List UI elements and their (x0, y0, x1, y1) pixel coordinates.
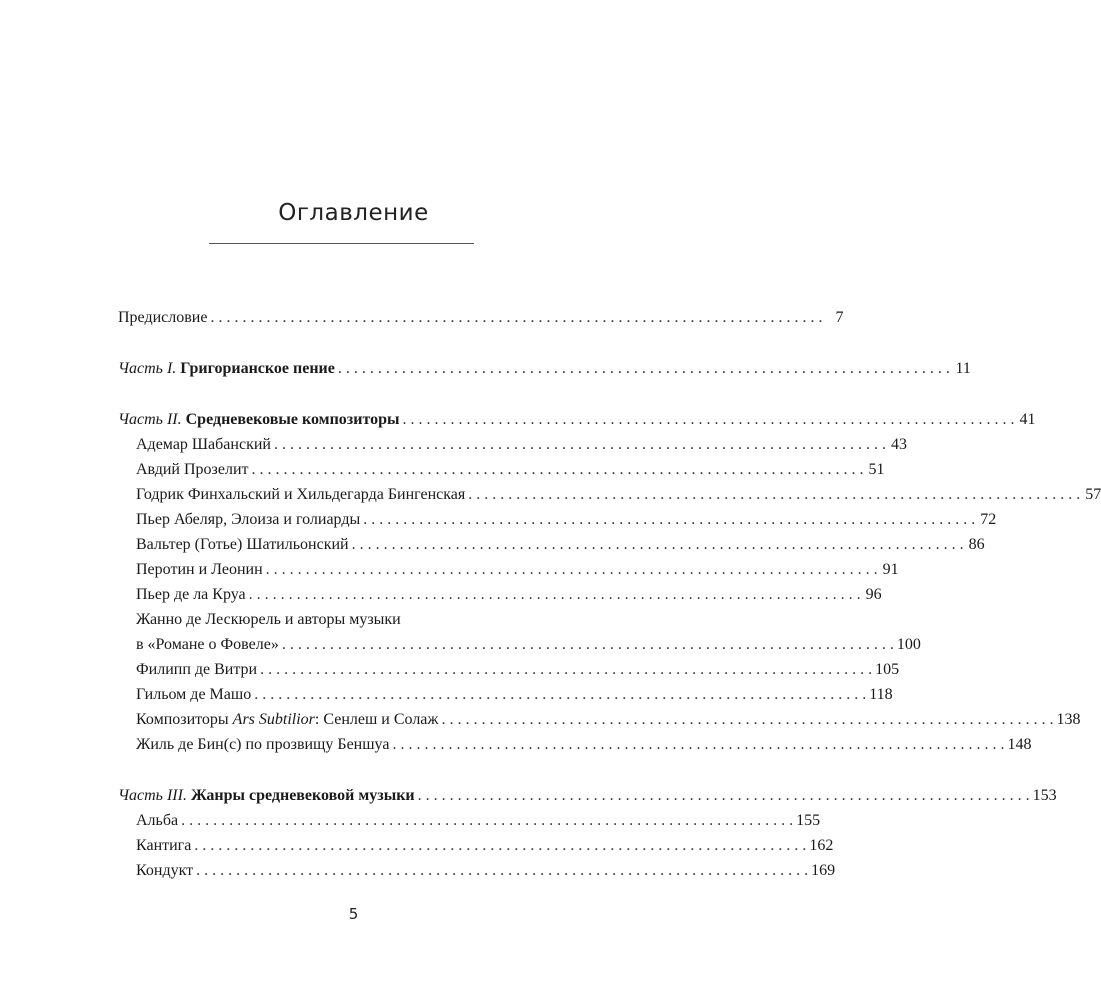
leader-dots (349, 532, 967, 557)
toc-entry-label: Жиль де Бин(с) по прозвищу Беншуа (136, 736, 390, 753)
toc-part-heading (118, 783, 415, 808)
toc-entry-label: Авдий Прозелит (136, 461, 249, 478)
toc-entry-label-line-2: в «Романе о Фовеле» (136, 636, 279, 653)
leader-dots (271, 432, 889, 457)
toc-entry[interactable] (118, 707, 1081, 732)
part-title: Жанры средневековой музыки (190, 787, 415, 804)
toc-page-number: 96 (865, 586, 882, 603)
toc-entry-label-line-1[interactable]: Жанно де Лескюрель и авторы музыки (136, 611, 401, 628)
leader-dots (257, 657, 875, 682)
leader-dots (335, 356, 953, 381)
toc-page-number: 11 (955, 360, 971, 377)
toc-page-number: 7 (835, 309, 844, 326)
toc-entry[interactable] (118, 858, 836, 883)
toc-entry[interactable] (118, 582, 882, 607)
leader-dots (399, 407, 1017, 432)
page-title: Оглавление (278, 200, 429, 226)
toc-page-number: 51 (868, 461, 885, 478)
leader-dots (246, 582, 864, 607)
toc-entry-label: Предисловие (118, 309, 208, 326)
label-italic-text: Ars Subtilior (232, 711, 315, 728)
toc-part-heading (118, 407, 399, 432)
leader-dots (263, 557, 881, 582)
toc-entry[interactable] (118, 557, 899, 582)
toc-page-number: 162 (809, 837, 834, 854)
toc-page-number: 43 (890, 436, 907, 453)
toc-entry-label: Гильом де Машо (136, 686, 252, 703)
toc-entry-label: Пьер Абеляр, Элоиза и голиарды (136, 511, 361, 528)
leader-dots (178, 808, 796, 833)
label-text: : Сенлеш и Солаж (314, 711, 439, 728)
toc-part-heading (118, 356, 335, 381)
toc-page-number: 153 (1032, 787, 1057, 804)
toc-entry[interactable] (118, 532, 985, 557)
toc-page-number: 86 (968, 536, 985, 553)
table-of-contents (118, 305, 1101, 883)
toc-entry-label: Годрик Финхальский и Хильдегарда Бингенская (136, 486, 466, 503)
leader-dots (249, 457, 867, 482)
title-underline (209, 243, 474, 244)
label-text: Композиторы (136, 711, 233, 728)
toc-page-number: 72 (980, 511, 997, 528)
toc-entry-label: Перотин и Леонин (136, 561, 263, 578)
toc-page-number: 148 (1007, 736, 1032, 753)
toc-entry[interactable] (118, 432, 907, 457)
toc-entry-part-1[interactable] (118, 356, 971, 381)
leader-dots (438, 707, 1056, 732)
toc-entry[interactable] (118, 482, 1101, 507)
toc-entry-label: Пьер де ла Круа (136, 586, 246, 603)
toc-page-number: 100 (896, 636, 921, 653)
toc-page-number: 91 (882, 561, 899, 578)
leader-dots (360, 507, 978, 532)
part-prefix: Часть II. (118, 411, 182, 428)
part-prefix: Часть I. (118, 360, 177, 377)
part-title: Средневековые композиторы (185, 411, 400, 428)
leader-dots (191, 833, 809, 858)
toc-entry-label: Кантига (136, 837, 192, 854)
toc-entry[interactable] (118, 657, 900, 682)
toc-entry-label (136, 707, 438, 732)
toc-entry-label: Филипп де Витри (136, 661, 258, 678)
toc-entry[interactable] (118, 682, 893, 707)
toc-entry-label: Вальтер (Готье) Шатильонский (136, 536, 349, 553)
leader-dots (279, 632, 897, 657)
page-number: 5 (348, 905, 359, 923)
part-title: Григорианское пение (180, 360, 335, 377)
toc-page-number: 41 (1019, 411, 1036, 428)
toc-entry-label: Альба (136, 812, 179, 829)
toc-entry[interactable] (118, 808, 821, 833)
leader-dots (389, 732, 1007, 757)
toc-entry[interactable] (118, 457, 885, 482)
leader-dots (193, 858, 811, 883)
toc-entry-part-3[interactable] (118, 783, 1057, 808)
toc-entry[interactable] (118, 632, 921, 657)
toc-entry[interactable] (118, 507, 997, 532)
toc-entry-preface[interactable] (118, 305, 844, 330)
toc-entry-label: Кондукт (136, 862, 194, 879)
toc-entry-part-2[interactable] (118, 407, 1036, 432)
leader-dots (251, 682, 869, 707)
toc-page-number: 169 (811, 862, 836, 879)
leader-dots (415, 783, 1033, 808)
toc-page-number: 155 (796, 812, 821, 829)
part-prefix: Часть III. (118, 787, 187, 804)
leader-dots (207, 305, 825, 330)
toc-page-number: 118 (869, 686, 893, 703)
leader-dots (465, 482, 1083, 507)
toc-page-number: 138 (1056, 711, 1081, 728)
toc-entry[interactable] (118, 732, 1032, 757)
toc-entry-label: Адемар Шабанский (136, 436, 271, 453)
toc-page-number: 57 (1085, 486, 1101, 503)
toc-entry[interactable] (118, 833, 834, 858)
toc-page-number: 105 (875, 661, 900, 678)
